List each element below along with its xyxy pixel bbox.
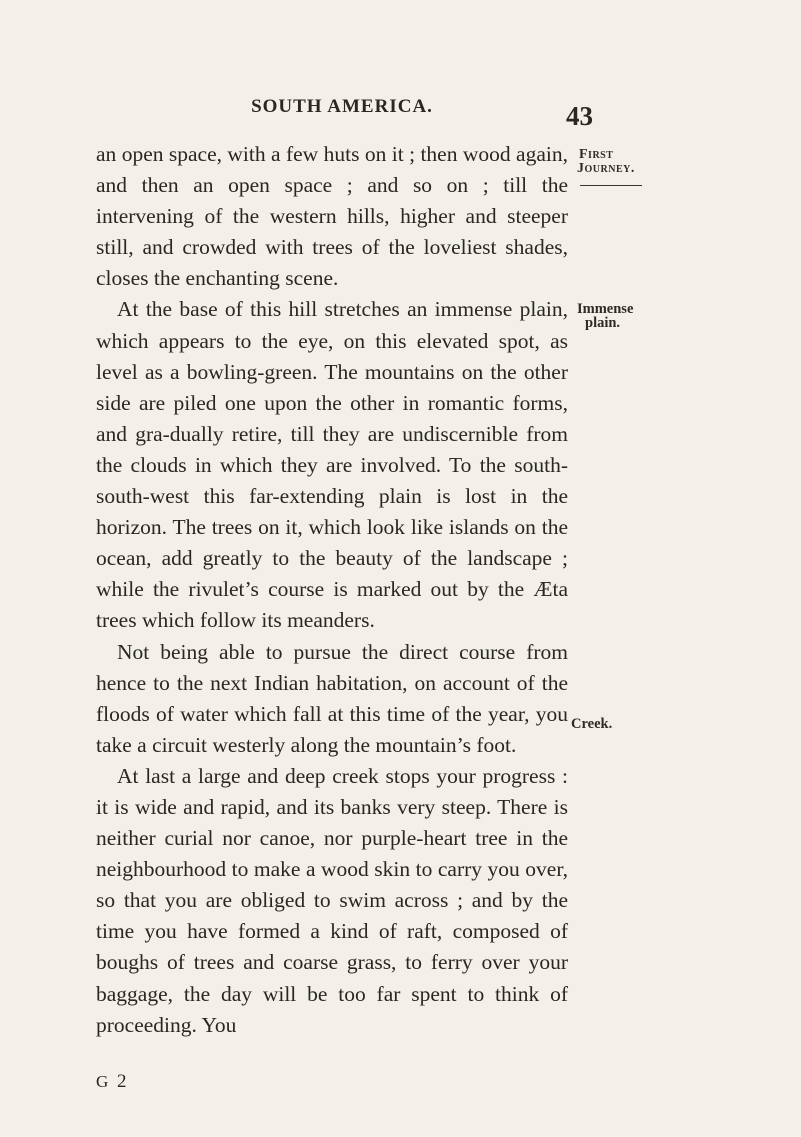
- running-head: SOUTH AMERICA.: [251, 96, 433, 117]
- sidenote-first-journey-line1: First: [579, 147, 614, 162]
- sidenote-rule: [580, 185, 642, 186]
- paragraph-4: At last a large and deep creek stops your progress : it is wide and rapid, and its banks very steep. There is neither curial nor canoe, nor purple-heart tree in the neighbourhood to make a wood skin to carry you over, so that you are obliged to swim across ; and by the time you have formed a kind of raft, composed of boughs of trees and coarse grass, to ferry over your baggage, the day will be too far spent to think of proceeding. You: [96, 763, 568, 1037]
- signature-mark: [96, 1071, 129, 1093]
- paragraph-1: an open space, with a few huts on it ; then wood again, and then an open space ; and so on ; till the intervening of the western hills, higher and steeper still, and crowded with trees of the loveliest shades, closes the enchanting scene.: [96, 142, 568, 291]
- body-text: [96, 139, 568, 1041]
- paragraph-2: At the base of this hill stretches an immense plain, which appears to the eye, on this elevated spot, as level as a bowling-green. The mountains on the other side are piled one upon the other in romantic forms, and gra-dually retire, till they are undiscernible from the clouds in which they are involved. To the south-south-west this far-extending plain is lost in the horizon. The trees on it, which look like islands on the ocean, add greatly to the beauty of the landscape ; while the rivulet’s course is marked out by the Æta trees which follow its meanders.: [96, 297, 568, 633]
- signature-number: 2: [117, 1071, 129, 1092]
- sidenote-first-journey-line2: Journey.: [577, 161, 635, 176]
- sidenote-first-journey: [577, 148, 697, 176]
- page-number: 43: [566, 101, 593, 131]
- signature-letter: G: [96, 1072, 111, 1091]
- sidenote-creek: Creek.: [571, 716, 613, 732]
- paragraph-3: Not being able to pursue the direct course from hence to the next Indian habitation, on account of the floods of water which fall at this time of the year, you take a circuit westerly along the mountain’s foot.: [96, 639, 568, 757]
- sidenote-immense-plain-line2: plain.: [585, 315, 621, 331]
- sidenote-immense-plain-line1: Immense: [577, 301, 634, 317]
- sidenote-immense-plain: [577, 302, 697, 330]
